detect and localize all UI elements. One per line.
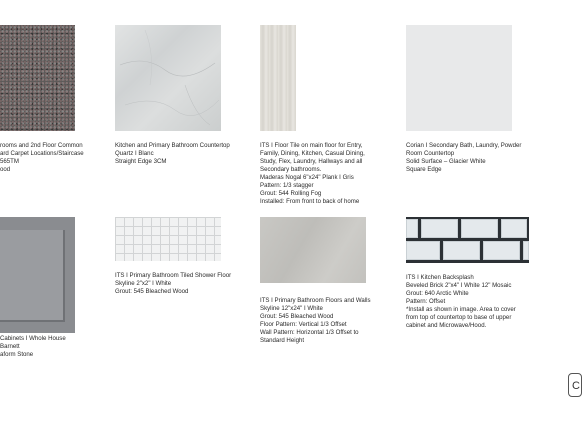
caption-line: Study, Flex, Laundry, Hallways and all <box>260 158 363 165</box>
caption-line: Beveled Brick 2"x4" I White 12" Mosaic <box>406 282 512 289</box>
backsplash-brick-swatch <box>406 217 529 263</box>
caption-line: Quartz I Blanc <box>115 150 154 157</box>
caption-line: ITS I Floor Tile on main floor for Entry, <box>260 142 363 149</box>
brick-tile <box>406 219 418 238</box>
cabinet-swatch <box>0 217 75 333</box>
caption-line: from top of countertop to base of upper <box>406 314 512 321</box>
bathroom-floor-tile-swatch <box>260 217 366 283</box>
brick-tile <box>406 241 440 260</box>
caption-line: ITS I Primary Bathroom Tiled Shower Floor <box>115 272 232 279</box>
caption-line: ITS I Kitchen Backsplash <box>406 274 474 281</box>
caption-line: Maderas Nogal 6"x24" Plank I Gris <box>260 174 354 181</box>
floor-plank-swatch <box>260 25 296 131</box>
caption-line: ard Carpet Locations/Staircase <box>0 150 84 157</box>
caption-line: Secondary bathrooms. <box>260 166 322 173</box>
caption-line: Solid Surface – Glacier White <box>406 158 486 165</box>
caption-line: Floor Pattern: Vertical 1/3 Offset <box>260 321 347 328</box>
caption-line: Corian I Secondary Bath, Laundry, Powder <box>406 142 522 149</box>
carpet-caption <box>0 142 84 174</box>
caption-line: Pattern: Offset <box>406 298 446 305</box>
corner-button[interactable]: C <box>568 373 582 397</box>
backsplash-caption <box>406 274 516 330</box>
caption-line: Grout: 640 Arctic White <box>406 290 469 297</box>
cabinet-caption <box>0 335 66 359</box>
caption-line: Grout: 544 Rolling Fog <box>260 190 322 197</box>
caption-line: Straight Edge 3CM <box>115 158 167 165</box>
caption-line: Family, Dining, Kitchen, Casual Dining, <box>260 150 365 157</box>
bathroom-floor-caption <box>260 297 371 345</box>
caption-line: ITS I Primary Bathroom Floors and Walls <box>260 297 371 304</box>
caption-line: Cabinets I Whole House <box>0 335 66 342</box>
caption-line: ood <box>0 166 11 173</box>
quartz-caption <box>115 142 230 166</box>
brick-tile <box>443 241 480 260</box>
caption-line: aform Stone <box>0 351 34 358</box>
brick-tile <box>461 219 498 238</box>
caption-line: Kitchen and Primary Bathroom Countertop <box>115 142 230 149</box>
caption-line: 565TM <box>0 158 19 165</box>
caption-line: Square Edge <box>406 166 442 173</box>
quartz-veining <box>115 25 221 131</box>
caption-line: Skyline 2"x2" I White <box>115 280 172 287</box>
caption-line: *Install as shown in image. Area to cover <box>406 306 516 313</box>
brick-tile <box>523 241 529 260</box>
corian-swatch <box>406 25 512 131</box>
caption-line: Barnett <box>0 343 20 350</box>
caption-line: Installed: From front to back of home <box>260 198 360 205</box>
caption-line: Skyline 12"x24" I White <box>260 305 323 312</box>
shower-floor-caption <box>115 272 231 296</box>
caption-line: Grout: 545 Bleached Wood <box>260 313 334 320</box>
brick-tile <box>421 219 458 238</box>
caption-line: Wall Pattern: Horizontal 1/3 Offset to <box>260 329 359 336</box>
caption-line: Pattern: 1/3 stagger <box>260 182 314 189</box>
shower-floor-mosaic-swatch <box>115 217 221 261</box>
quartz-countertop-swatch <box>115 25 221 131</box>
carpet-swatch <box>0 25 75 131</box>
cabinet-door-panel <box>0 230 65 322</box>
caption-line: Grout: 545 Bleached Wood <box>115 288 189 295</box>
brick-tile <box>483 241 520 260</box>
caption-line: Standard Height <box>260 337 305 344</box>
caption-line: rooms and 2nd Floor Common <box>0 142 83 149</box>
corian-caption <box>406 142 521 174</box>
brick-tile <box>501 219 527 238</box>
caption-line: cabinet and Microwave/Hood. <box>406 322 487 329</box>
caption-line: Room Countertop <box>406 150 455 157</box>
floor-tile-caption <box>260 142 365 206</box>
